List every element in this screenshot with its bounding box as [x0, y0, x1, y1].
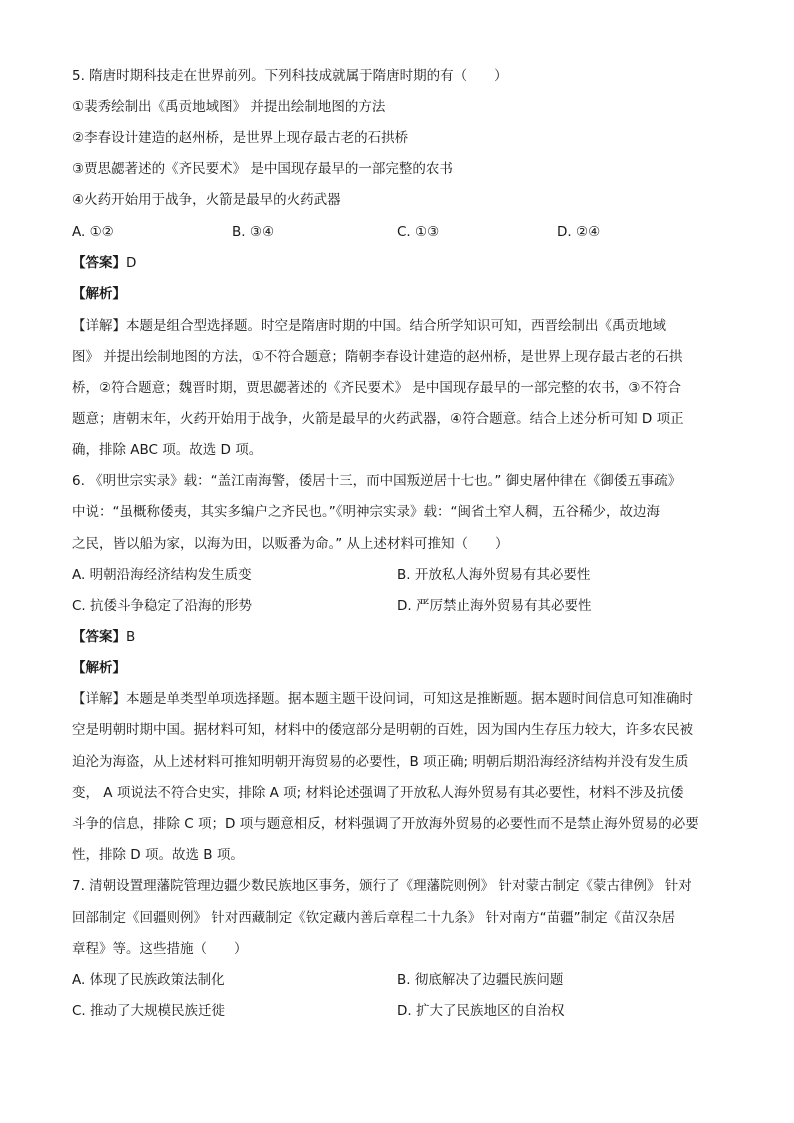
q7-option-a: A. 体现了民族政策法制化	[72, 972, 225, 988]
q6-detail-line: 【详解】本题是单类型单项选择题。据本题主题干设问词，可知这是推断题。据本题时间信息可知准确时	[72, 691, 693, 707]
q7-option-d: D. 扩大了民族地区的自治权	[397, 1003, 565, 1019]
q6-analysis-tag: 【解析】	[72, 660, 126, 676]
q6-detail-line: 斗争的信息，排除 C 项；D 项与题意相反，材料强调了开放海外贸易的必要性而不是禁止海外贸易的必要	[72, 816, 699, 832]
q7-stem-line: 7. 清朝设置理藩院管理边疆少数民族地区事务，颁行了《理藩院则例》 针对蒙古制定《蒙古律例》 针对	[72, 878, 692, 894]
q6-option-c: C. 抗倭斗争稳定了沿海的形势	[72, 598, 253, 614]
q5-option-d: D. ②④	[557, 224, 601, 240]
q6-answer-value: B	[126, 629, 136, 645]
q5-item-3: ③贾思勰著述的《齐民要术》 是中国现存最早的一部完整的农书	[72, 161, 453, 177]
q5-detail-line: 【详解】本题是组合型选择题。时空是隋唐时期的中国。结合所学知识可知，西晋绘制出《禹贡地域	[72, 318, 666, 334]
q5-detail-line: 题意；唐朝末年，火药开始用于战争，火箭是最早的火药武器，④符合题意。结合上述分析可知 D 项正	[72, 411, 684, 427]
q5-item-2: ②李春设计建造的赵州桥，是世界上现存最古老的石拱桥	[72, 130, 409, 146]
q5-option-c: C. ①③	[397, 224, 440, 240]
q6-option-d: D. 严厉禁止海外贸易有其必要性	[397, 598, 592, 614]
q5-stem: 5. 隋唐时期科技走在世界前列。下列科技成就属于隋唐时期的有（ ）	[72, 68, 508, 84]
q6-option-b: B. 开放私人海外贸易有其必要性	[397, 567, 591, 583]
q6-option-a: A. 明朝沿海经济结构发生质变	[72, 567, 252, 583]
q7-option-b: B. 彻底解决了边疆民族问题	[397, 972, 564, 988]
q7-option-c: C. 推动了大规模民族迁徙	[72, 1003, 226, 1019]
q6-stem-line: 6. 《明世宗实录》载：“盖江南海警，倭居十三，而中国叛逆居十七也。” 御史屠仲律在《御倭五事疏》	[72, 473, 682, 489]
q6-detail-line: 迫沦为海盗，从上述材料可推知明朝开海贸易的必要性，B 项正确; 明朝后期沿海经济结构并没有发生质	[72, 754, 689, 770]
q7-stem-line: 回部制定《回疆则例》 针对西藏制定《钦定藏内善后章程二十九条》 针对南方“苗疆”制定《苗汉杂居	[72, 910, 676, 926]
q5-detail-line: 确，排除 ABC 项。故选 D 项。	[72, 442, 263, 458]
q6-detail-line: 性，排除 D 项。故选 B 项。	[72, 847, 244, 863]
q5-answer-tag: 【答案】	[72, 255, 126, 271]
q6-detail-line: 变， A 项说法不符合史实，排除 A 项; 材料论述强调了开放私人海外贸易有其必要性，材料不涉及抗倭	[72, 785, 684, 801]
q6-detail-line: 空是明朝时期中国。据材料可知，材料中的倭寇部分是明朝的百姓，因为国内生存压力较大，许多农民被	[72, 722, 693, 738]
q6-stem-line: 之民，皆以船为家，以海为田，以贩番为命。” 从上述材料可推知（ ）	[72, 536, 509, 552]
q5-answer-value: D	[126, 255, 137, 271]
q5-item-4: ④火药开始用于战争，火箭是最早的火药武器	[72, 192, 341, 208]
q5-option-b: B. ③④	[232, 224, 275, 240]
q7-stem-line: 章程》等。这些措施（ ）	[72, 941, 248, 957]
q5-detail-line: 图》 并提出绘制地图的方法，①不符合题意；隋朝李春设计建造的赵州桥，是世界上现存最古老的石拱	[72, 349, 683, 365]
q6-answer-tag: 【答案】	[72, 629, 126, 645]
q5-detail-line: 桥，②符合题意；魏晋时期，贾思勰著述的《齐民要术》 是中国现存最早的一部完整的农书，③不符合	[72, 380, 681, 396]
q5-item-1: ①裴秀绘制出《禹贡地域图》 并提出绘制地图的方法	[72, 99, 386, 115]
q5-answer	[72, 253, 136, 273]
q5-option-a: A. ①②	[72, 224, 114, 240]
q6-stem-line: 中说：“虽概称倭夷，其实多编户之齐民也。”《明神宗实录》载：“闽省土窄人稠，五谷稀少，故边海	[72, 504, 660, 520]
q5-analysis-tag: 【解析】	[72, 286, 126, 302]
q6-answer	[72, 627, 135, 647]
